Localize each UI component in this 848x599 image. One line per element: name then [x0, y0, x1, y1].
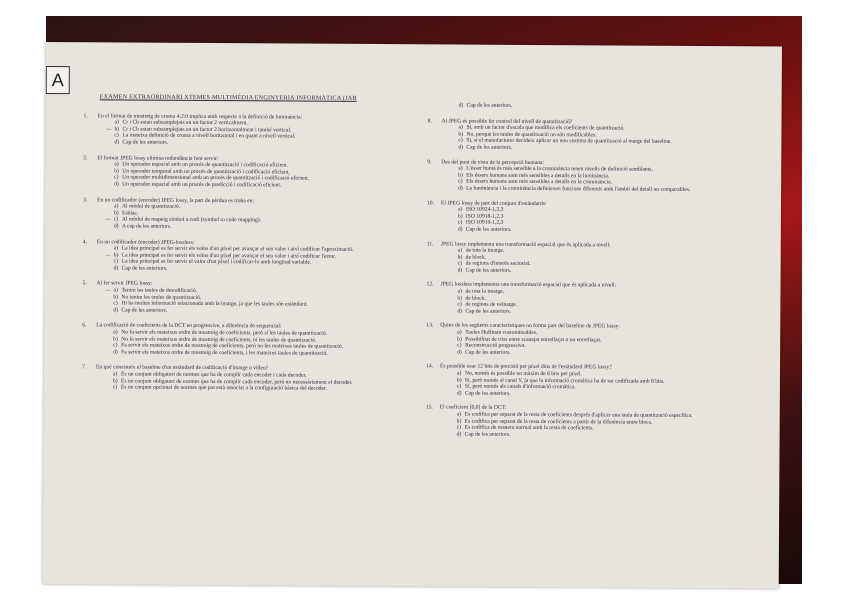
option-text: de regions d'interès sectorial. [465, 260, 531, 268]
option-letter: c) [114, 132, 119, 139]
answer-mark [446, 102, 459, 109]
option-text: Cap de les anteriors. [464, 390, 511, 397]
right-column [426, 102, 768, 447]
answer-mark [100, 349, 113, 356]
option-letter: b) [112, 378, 118, 385]
option-letter: c) [457, 342, 462, 349]
option-letter: d) [114, 181, 119, 188]
question-text: És possible usar 12 bits de precisió per píxel dins de l'estàndard JPEG lossy? [440, 363, 612, 371]
option-letter: b) [456, 418, 462, 425]
option-letter: d) [458, 144, 464, 151]
answer-option [444, 431, 766, 440]
question-item [426, 282, 766, 317]
question-text: El JPEG lossy de part del conjunt d'estàndards: [441, 199, 547, 207]
left-question-list [82, 113, 402, 393]
option-text: Un operador temporal amb un procés de quantització i codificació eficient. [122, 168, 290, 176]
question-number: 9. [427, 158, 432, 165]
question-item [426, 364, 766, 399]
option-letter: b) [114, 168, 119, 175]
question-text: En un codificador (encoder) JPEG lossy, la part de pèrdua es troba en: [97, 196, 255, 204]
question-item [83, 113, 401, 148]
option-letter: c) [113, 342, 118, 349]
question-text: La codificació de coeficients de la DCT en progressive, a diferència de sequencial: [96, 322, 282, 330]
option-letter: c) [113, 216, 119, 223]
option-letter: d) [456, 390, 462, 397]
question-text: El format JPEG lossy elimina redundància fent servir: [97, 154, 219, 162]
question-number: 13. [426, 322, 434, 329]
option-text: Cap de les anteriors. [465, 308, 512, 315]
option-text: Cap de les anteriors. [466, 102, 513, 109]
option-text: Cap de les anteriors. [465, 226, 512, 233]
option-letter: d) [457, 308, 463, 315]
option-text: ISO 10919-1,2,3 [465, 219, 504, 227]
option-letter: c) [457, 219, 463, 226]
option-letter: c) [113, 300, 118, 307]
option-letter: d) [113, 265, 119, 272]
option-letter: d) [457, 226, 463, 233]
option-text: Es codifica de manera normal amb la resta de coeficients. [464, 424, 594, 432]
option-text: No, perquè les taules de quantització no són modificables. [466, 131, 597, 139]
option-letter: c) [458, 137, 463, 144]
answer-mark [444, 431, 457, 438]
option-letter: a) [113, 329, 118, 336]
option-text: Cr i Cb estan subsamplejats en un factor 2 verticalment. [122, 119, 248, 127]
left-column [82, 94, 402, 402]
question-number: 14. [426, 363, 434, 370]
option-text: de regions de veïnatge. [465, 301, 517, 309]
question-item [427, 200, 767, 235]
answer-mark: — [105, 252, 111, 259]
option-text: Sí, però només al canal Y, ja que la informació cromàtica ha de ser codificada amb 8 bits. [464, 377, 665, 385]
option-letter: b) [113, 294, 119, 301]
option-text: Cap de les anteriors. [464, 431, 511, 438]
answer-option [445, 226, 767, 235]
option-text: És un conjunt obligatori de normes que ha de complir cada encoder i cada decoder. [120, 371, 307, 379]
question-number: 4. [82, 238, 88, 245]
answer-mark [445, 267, 458, 274]
answer-option [101, 139, 401, 147]
option-text: Fa servir els mateixos ordre de mostreig de coeficients, i les mateixes taules de quantització. [121, 349, 328, 357]
option-letter: a) [458, 165, 463, 172]
option-text: Reconstrucció progressiva. [465, 342, 526, 350]
option-letter: c) [113, 258, 119, 265]
question-text: En el format de mostreig de croma 4:2:0 implica amb respecte a la definició de luminància: [97, 112, 303, 121]
option-letter: a) [113, 245, 119, 252]
question-number: 2. [83, 154, 88, 161]
option-letter: a) [457, 288, 462, 295]
option-text: Cap de les anteriors. [121, 265, 168, 272]
option-text: Cap de les anteriors. [121, 307, 168, 314]
question-text: En un codificador (encoder) JPEG-lossless: [96, 238, 195, 246]
option-text: ISO 10924-1,2,3 [465, 206, 504, 213]
question-text: Quins de les següents característiques no forma part del baseline de JPEG lossy: [440, 322, 620, 330]
option-text: Es codifica per separat de la resta de coeficients a partir de la diferència entre blocs. [464, 418, 653, 426]
option-text: Sí, però només als canals d'informació cromàtica. [464, 383, 576, 391]
question-item [82, 281, 400, 316]
answer-mark [444, 390, 457, 397]
question-item [426, 323, 766, 358]
option-text: Sí, amb un factor d'escala que modifica els coeficients de quantització. [466, 124, 625, 132]
option-letter: b) [114, 126, 120, 133]
option-text: No fa servir els mateixos ordre de mostreig de coeficients, però sí les taules de quantització. [121, 329, 328, 337]
option-letter: d) [114, 139, 120, 146]
option-text: de block. [465, 254, 487, 261]
option-letter: d) [458, 102, 464, 109]
option-text: Cr i Cb estan subsamplejats en un factor 2 horitzontalment i també vertical. [122, 126, 292, 134]
option-text: No fa servir els mateixos ordre de mostreig de coeficients, ni les taules de quantització. [121, 336, 317, 344]
option-letter: b) [113, 252, 119, 259]
question-number: 5. [82, 280, 87, 287]
answer-mark [444, 349, 457, 356]
option-letter: d) [113, 307, 119, 314]
option-text: de tota la imatge. [465, 247, 505, 254]
option-letter: a) [114, 161, 119, 168]
option-text: Fa servir els mateixos ordre de mostreig de coeficients, però no les mateixes taules de quantització. [121, 342, 344, 351]
option-text: Els éssers humans som més sensibles a detalls en la crominància. [466, 178, 613, 186]
question-number: 8. [427, 117, 432, 124]
option-letter: b) [458, 172, 463, 179]
right-question-list [426, 118, 768, 440]
option-letter: b) [457, 213, 463, 220]
question-number: 6. [82, 322, 87, 329]
option-text: Un operador multidimensional amb un procés de quantització i codificació eficient. [122, 174, 310, 182]
option-text: La mateixa definició de croma a nivell horitzontal i en quant a nivell vertical. [122, 132, 296, 140]
question-item [82, 365, 400, 393]
question-item [82, 323, 400, 358]
option-text: Esblac. [121, 210, 139, 217]
question-text: En què consisteix el baseline d'un estàndard de codificació d'imatge o vídeo? [95, 364, 269, 372]
question-text: El coeficient [0,0] de la DCT: [439, 404, 507, 412]
option-text: Tenim les taules de desodificació. [121, 287, 198, 294]
option-letter: b) [457, 336, 462, 343]
option-text: de tota la imatge. [465, 288, 505, 295]
answer-mark [100, 385, 113, 392]
question-number: 15. [425, 404, 433, 411]
option-letter: a) [112, 371, 118, 378]
question-item [427, 159, 767, 194]
question-item [427, 118, 767, 153]
option-letter: b) [456, 377, 462, 384]
option-letter: b) [113, 210, 119, 217]
answer-option [445, 144, 767, 153]
option-letter: a) [113, 203, 119, 210]
option-text: Al mòdul de quantització. [121, 203, 181, 210]
option-text: Cap de les anteriors. [465, 349, 511, 356]
question-text: Des del punt de vista de la percepció humana: [441, 158, 545, 166]
option-text: L'ésser humà és més sensible a la crominància tenen nivells de definició semblants. [466, 165, 653, 173]
option-letter: b) [458, 131, 464, 138]
option-letter: a) [457, 206, 463, 213]
answer-option [445, 267, 767, 276]
answer-option [101, 265, 401, 273]
option-letter: c) [456, 424, 462, 431]
option-letter: a) [457, 247, 463, 254]
exam-version-label: A [46, 66, 70, 94]
option-text: Cap de les anteriors. [466, 144, 513, 151]
answer-mark [445, 185, 458, 192]
option-text: La luminància i la crominància definiexen funcions diferents amb l'àmbit del detall no comparables. [466, 185, 691, 193]
option-text: Sí, si el manufacturer decideix aplicar un nou sistema de quantització al marge del baseline. [466, 137, 672, 146]
answer-mark: — [106, 126, 112, 133]
option-text: Taules Huffman customitzables. [465, 329, 538, 337]
question-item [427, 241, 767, 276]
option-text: Un operador espacial amb un procés de predicció i codificació eficient. [122, 181, 282, 189]
option-text: Un operador espacial amb un procés de quantització i codificació eficient. [122, 161, 289, 169]
question-number: 3. [83, 196, 88, 203]
option-text: Al mòdul de mapeig símbol a codi (symbol to code mapping). [121, 216, 261, 224]
question-item [83, 197, 401, 232]
answer-mark [101, 265, 114, 272]
question-item [83, 155, 401, 190]
question-number: 1. [83, 112, 88, 119]
answer-option [101, 223, 401, 231]
option-text: És un conjunt obligatori de normes que ha de complir cada encoder, però no necessàriament el decoder. [120, 378, 353, 386]
answer-mark [444, 308, 457, 315]
exam-sheet [43, 42, 782, 588]
question-text: Al JPEG és possible fer control del nivell de quantització? [441, 118, 573, 125]
question-number: 11. [426, 240, 434, 247]
question-text: JPEG lossy implementa una transformació espacial que és aplicada a nivell: [440, 240, 611, 248]
option-letter: d) [458, 185, 463, 192]
option-letter: a) [458, 124, 463, 131]
answer-mark: — [105, 287, 111, 294]
option-letter: c) [112, 384, 118, 391]
option-text: La idea principal es fer servir els veïns d'un píxel per avançar el seu valor i així codificar l'error. [121, 252, 337, 260]
option-letter: a) [456, 411, 462, 418]
option-letter: d) [113, 223, 119, 230]
option-text: No tenim les taules de quantització. [121, 294, 202, 301]
answer-option [100, 307, 400, 315]
option-text: de block. [465, 295, 486, 302]
answer-option [444, 308, 766, 317]
option-letter: a) [113, 287, 118, 294]
option-text: A cap de les anteriors. [121, 223, 172, 230]
answer-option [100, 385, 400, 393]
question-number: 12. [426, 281, 434, 288]
option-text: Cap de les anteriors. [122, 139, 169, 146]
option-letter: a) [456, 370, 462, 377]
carryover-option [446, 102, 768, 111]
option-letter: b) [457, 254, 463, 261]
answer-mark [445, 144, 458, 151]
option-letter: c) [456, 383, 462, 390]
option-letter: c) [457, 301, 462, 308]
option-text: Hi ha moltes informació relacionada amb la imatge, ja que les taules són estàndard. [121, 300, 308, 308]
option-text: La idea principal es fer servir els veïns d'un píxel per avançar el seu valor i així codificar l'aproximació. [121, 245, 354, 253]
question-item [83, 239, 401, 274]
option-text: És un conjunt opcional de normes que pot està associat a la configuració bàsica del decoder. [120, 384, 327, 392]
question-text: Al fer servir JPEG lossy: [96, 280, 153, 288]
question-item [426, 405, 766, 440]
option-letter: b) [113, 336, 118, 343]
option-letter: c) [458, 178, 463, 185]
answer-mark [100, 307, 113, 314]
answer-option [444, 349, 766, 358]
option-text: No, només és possible un màxim de 8 bits per píxel. [464, 370, 582, 378]
option-letter: c) [457, 260, 463, 267]
question-number: 7. [81, 364, 87, 371]
option-text: Possibilitat de triar entre scanejat entrellaçat o no entrellaçat. [465, 336, 602, 344]
option-letter: d) [113, 349, 118, 356]
option-text: Cap de les anteriors. [465, 267, 512, 274]
question-number: 10. [427, 199, 435, 206]
answer-mark [101, 139, 114, 146]
option-text: ISO 10918-1,2,3 [465, 213, 504, 220]
answer-mark [101, 223, 114, 230]
option-letter: c) [114, 174, 119, 181]
option-letter: b) [457, 295, 463, 302]
option-letter: a) [457, 329, 462, 336]
exam-title: EXAMEN EXTRAORDINARI XTEMES MULTIMÈDIA ENGINYERIA INFORMÀTICA (JAB [99, 93, 357, 102]
answer-mark [101, 181, 114, 188]
answer-option [100, 349, 400, 357]
option-text: La idea principal es fer servir el valor d'un píxel i codificar-lo amb longitud variable. [121, 258, 312, 266]
answer-mark [445, 226, 458, 233]
option-text: Els éssers humans som més sensibles a detalls en la luminància. [466, 172, 610, 180]
question-text: JPEG lossless implementa una transformació espacial que és aplicada a nivell: [440, 281, 617, 289]
answer-option [444, 390, 766, 399]
option-letter: d) [456, 431, 462, 438]
answer-mark: — [105, 216, 111, 223]
option-text: Es codifica per separat de la resta de coeficients després d'aplicar una taula de quantització específica. [464, 411, 693, 419]
option-letter: d) [457, 349, 462, 356]
option-letter: a) [114, 119, 119, 126]
answer-option [101, 181, 401, 189]
answer-option [445, 185, 767, 194]
option-letter: d) [457, 267, 463, 274]
